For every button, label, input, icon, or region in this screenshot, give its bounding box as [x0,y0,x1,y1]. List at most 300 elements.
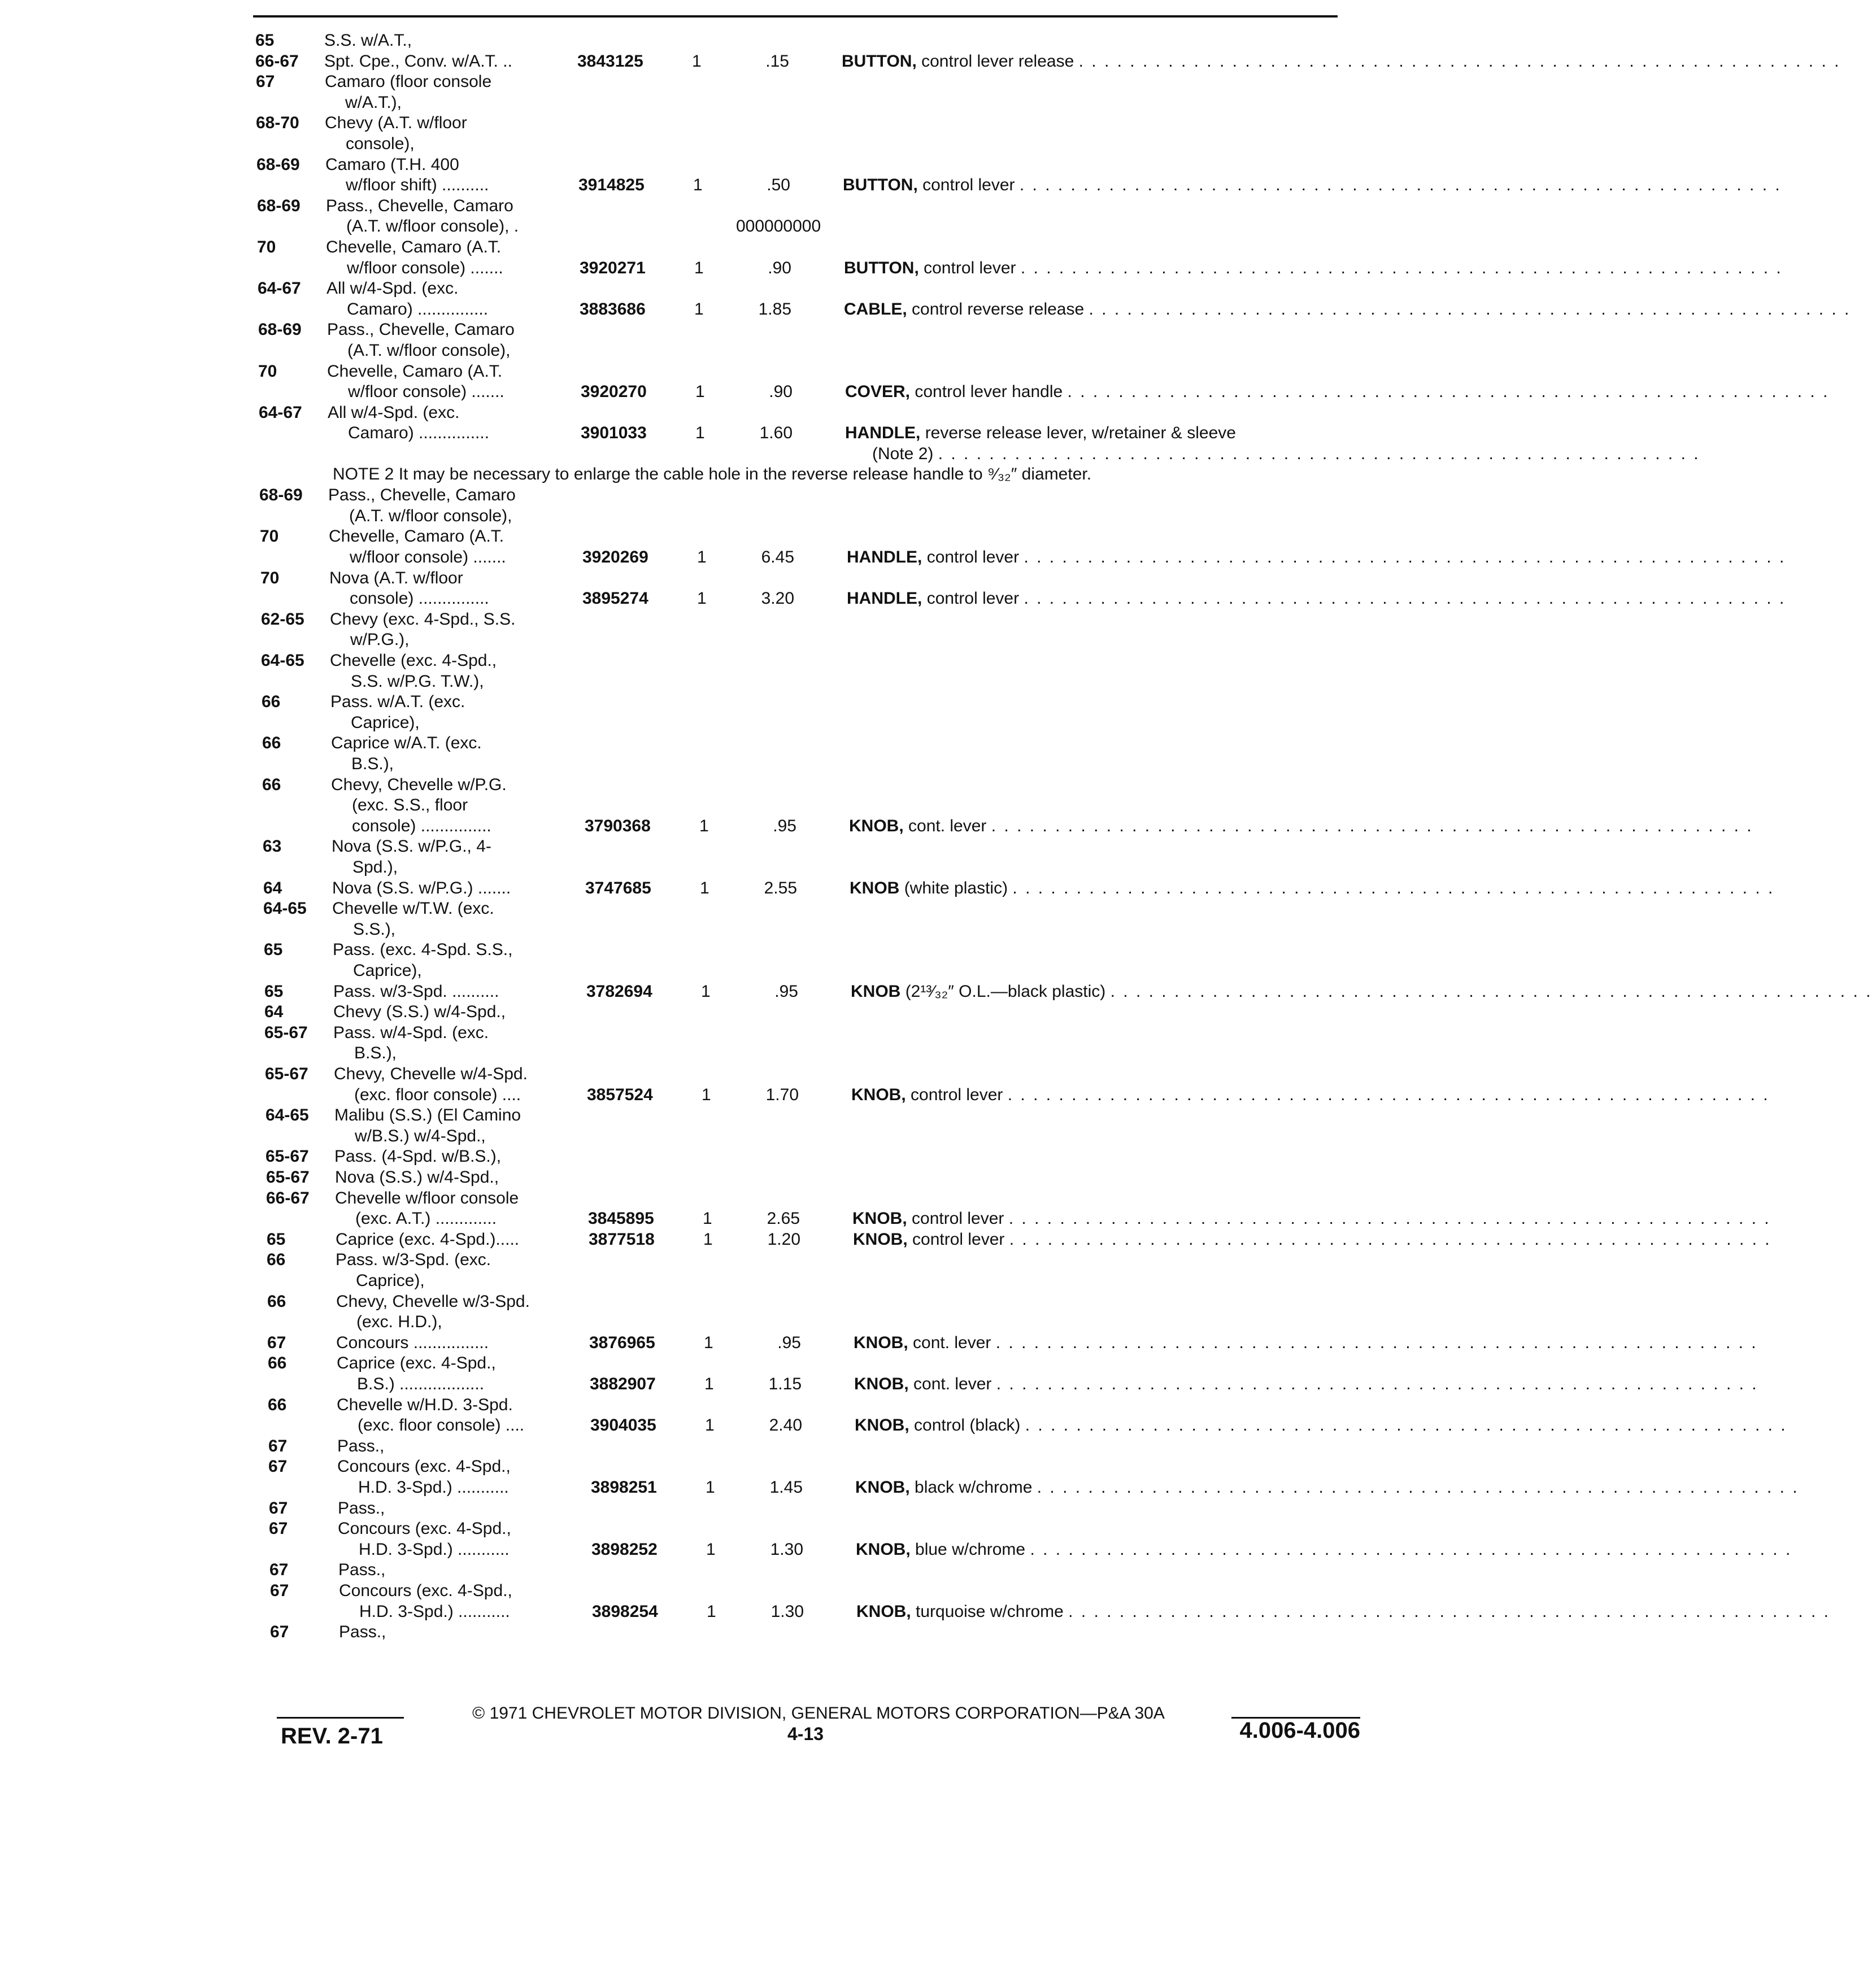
table-row [265,1043,1338,1063]
application: Chevelle, Camaro (A.T. [327,362,503,381]
table-row [268,1436,1338,1457]
application: Pass. (exc. 4-Spd. S.S., [333,940,513,959]
part-number: 3877518 [589,1230,655,1249]
table-row [269,1540,1792,1560]
table-row [259,444,1700,464]
description [851,1085,1770,1105]
table-row [263,795,1338,816]
model-years: 67 [268,1457,288,1476]
model-years: 66 [267,1250,286,1269]
description [845,423,1338,443]
table-row [263,878,1775,899]
leader-dots: . . . . . . . . . . . . . . . . . . . . . . . . . . . . . . . . . . . . . . . . . . . . . . . . . . . . . . . . . . . . [1030,1540,1792,1559]
leader-dots: . . . . . . . . . . . . . . . . . . . . . . . . . . . . . . . . . . . . . . . . . . . . . . . . . . . . . . . . . . . . [1025,1416,1787,1435]
quantity: 1 [694,259,704,277]
application: Pass. w/4-Spd. (exc. [333,1023,489,1042]
page-number: 4-13 [787,1724,824,1744]
quantity: 1 [694,300,704,319]
table-row [269,1498,1338,1519]
application: Camaro) ............... [348,424,490,442]
quantity: 1 [704,1375,714,1393]
table-row [267,1250,1338,1270]
application: Chevelle w/floor console [335,1189,519,1207]
application: Pass., [337,1437,385,1455]
table-row [264,1023,1338,1043]
price: 2.55 [764,879,797,897]
model-years: 66-67 [255,52,299,71]
leader-dots: . . . . . . . . . . . . . . . . . . . . . . . . . . . . . . . . . . . . . . . . . . . . . . . . . . . . . . . . . . . . [1007,1085,1770,1104]
item-name: BUTTON, [842,52,917,71]
leader-dots: . . . . . . . . . . . . . . . . . . . . . . . . . . . . . . . . . . . . . . . . . . . . . . . . . . . . . . . . . . . . [1020,259,1783,277]
quantity: 1 [703,1209,712,1228]
part-number: 3782694 [586,982,652,1001]
table-row [262,672,1338,692]
table-row [256,72,1338,92]
item-detail: control lever [922,176,1015,194]
price: .90 [769,382,793,401]
table-row [255,30,1338,51]
application: Pass. w/3-Spd. .......... [333,982,499,1001]
model-years: 70 [257,238,276,256]
application: Chevelle, Camaro (A.T. [329,527,504,546]
part-number: 3895274 [582,589,648,608]
model-years: 68-69 [257,197,301,215]
model-years: 67 [270,1623,289,1641]
table-row [262,754,1338,774]
application: Chevy (exc. 4-Spd., S.S. [330,610,516,629]
item-detail: control lever [912,1230,1005,1249]
part-number: 3845895 [588,1209,654,1228]
application: w/floor console) ....... [348,382,504,401]
part-number: 3843125 [577,52,643,71]
item-detail: (Note 2) [872,444,934,463]
item-name: BUTTON, [843,176,918,194]
model-years: 66 [262,775,281,794]
quantity: 1 [692,52,702,71]
table-row [263,899,1338,919]
description [844,299,1851,320]
model-years: 65 [255,31,275,50]
application: Nova (S.S.) w/4-Spd., [335,1168,499,1187]
part-number: 3904035 [590,1416,656,1435]
application: (A.T. w/floor console), [349,507,512,525]
application: console), [346,134,415,153]
quantity: 1 [707,1602,716,1621]
table-row [263,857,1338,878]
item-name: KNOB, [851,1085,906,1104]
item-detail: control lever [912,1209,1004,1228]
table-row [260,506,1338,526]
part-number: 3857524 [587,1085,653,1104]
part-number: 3920270 [581,382,647,401]
quantity: 1 [699,817,709,835]
application: Pass., Chevelle, Camaro [328,486,516,504]
table-row [265,1126,1338,1146]
application: S.S. w/P.G. T.W.), [351,672,484,691]
table-row [261,630,1338,650]
price: .90 [768,259,791,277]
quantity: 1 [695,424,705,442]
table-row [261,609,1338,630]
application: Caprice), [353,961,422,980]
table-row [260,547,1786,568]
table-row [267,1333,1758,1353]
table-row [269,1519,1338,1539]
application: Pass. w/A.T. (exc. [330,692,465,711]
item-detail: control lever [926,589,1020,608]
table-row [262,733,1338,753]
application: (exc. A.T.) ............. [355,1209,497,1228]
application: console) ............... [350,589,489,608]
revision-label: REV. 2-71 [281,1724,383,1749]
model-years: 68-70 [256,114,299,132]
price: 3.20 [761,589,794,608]
table-row [264,982,1872,1002]
model-years: 64-67 [258,279,301,298]
table-row [258,320,1338,340]
quantity: 1 [706,1478,715,1497]
application: Chevelle w/H.D. 3-Spd. [337,1396,513,1414]
model-years: 66 [262,734,281,752]
leader-dots: . . . . . . . . . . . . . . . . . . . . . . . . . . . . . . . . . . . . . . . . . . . . . . . . . . . . . . . . . . . . [1008,1209,1771,1228]
model-years: 67 [269,1499,288,1518]
application: Caprice (exc. 4-Spd., [337,1354,496,1372]
model-years: 65 [267,1230,286,1249]
table-row [268,1353,1338,1374]
model-years: 67 [267,1333,286,1352]
application: w/floor console) ....... [350,548,506,566]
price: 1.60 [759,424,793,442]
quantity: 1 [693,176,703,194]
application: Camaro (T.H. 400 [325,155,459,174]
quantity: 1 [702,1085,711,1104]
model-years: 67 [269,1560,289,1579]
application: B.S.) .................. [357,1375,485,1393]
item-name: KNOB, [855,1416,909,1435]
application: (exc. floor console) .... [354,1085,521,1104]
table-row [267,1230,1771,1250]
application: Malibu (S.S.) (El Camino [334,1106,521,1124]
model-years: 65-67 [266,1168,310,1187]
model-years: 70 [260,569,280,587]
model-years: 66 [267,1292,286,1311]
item-detail: control reverse release [912,300,1085,319]
model-years: 64-65 [263,899,307,918]
application: Caprice (exc. 4-Spd.)..... [336,1230,520,1249]
application: w/floor console) ....... [347,259,503,277]
application: (A.T. w/floor console), [347,341,511,360]
model-years: 70 [260,527,279,546]
price: .15 [765,52,789,71]
description [855,1415,1787,1436]
description [843,175,1782,195]
application: Caprice), [356,1271,425,1290]
table-row [260,588,1786,609]
part-number: 3914825 [578,176,645,194]
description-continued [872,444,1700,464]
table-row [259,423,1338,443]
model-years: 70 [258,362,277,381]
model-years: 64-65 [265,1106,309,1124]
application: w/B.S.) w/4-Spd., [355,1127,486,1145]
description [847,588,1786,609]
item-detail: control (black) [914,1416,1021,1435]
application: w/floor shift) .......... [346,176,489,194]
leader-dots: . . . . . . . . . . . . . . . . . . . . . . . . . . . . . . . . . . . . . . . . . . . . . . . . . . . . . . . . . . . . [1024,589,1786,608]
application: Pass. w/3-Spd. (exc. [336,1250,491,1269]
description [845,382,1830,402]
model-years: 64 [263,879,282,897]
price: .50 [767,176,790,194]
price: 6.45 [761,548,794,566]
footnote: NOTE 2 It may be necessary to enlarge the cable hole in the reverse release handle to ⁹⁄₃₂″ diameter. [333,465,1092,483]
quantity: 1 [706,1540,716,1559]
copyright-line: © 1971 CHEVROLET MOTOR DIVISION, GENERAL MOTORS CORPORATION—P&A 30A [472,1704,1165,1723]
part-number: 3790368 [585,817,651,835]
item-name: KNOB, [854,1333,908,1352]
application: Concours (exc. 4-Spd., [337,1457,511,1476]
table-row [267,1271,1338,1291]
item-detail: cont. lever [913,1375,992,1393]
leader-dots: . . . . . . . . . . . . . . . . . . . . . . . . . . . . . . . . . . . . . . . . . . . . . . . . . . . . . . . . . . . . [1089,300,1851,319]
application: Chevelle (exc. 4-Spd., [330,651,497,670]
quantity: 1 [701,982,711,1001]
application: H.D. 3-Spd.) ........... [359,1602,510,1621]
description [854,1333,1758,1353]
part-number: 3901033 [581,424,647,442]
price: 1.70 [765,1085,799,1104]
table-row [265,1146,1338,1167]
model-years: 67 [268,1437,288,1455]
quantity: 1 [703,1230,713,1249]
application: S.S. w/A.T., [324,31,412,50]
price: .95 [777,1333,801,1352]
item-name: BUTTON, [844,259,919,277]
table-row [270,1581,1338,1601]
item-detail: reverse release lever, w/retainer & sleeve [925,424,1236,442]
table-row [262,692,1338,712]
leader-dots: . . . . . . . . . . . . . . . . . . . . . . . . . . . . . . . . . . . . . . . . . . . . . . . . . . . . . . . . . . . . [1009,1230,1771,1249]
table-row [257,216,1338,237]
model-years: 64 [264,1002,284,1021]
model-years: 65 [264,940,283,959]
table-row [258,258,1783,278]
table-row [259,485,1338,505]
table-row [266,1188,1338,1209]
quantity: 1 [697,589,707,608]
table-row [269,1477,1799,1498]
leader-dots: . . . . . . . . . . . . . . . . . . . . . . . . . . . . . . . . . . . . . . . . . . . . . . . . . . . . . . . . . . . . [1037,1478,1799,1497]
application: (exc. H.D.), [356,1313,442,1331]
table-row [267,1312,1338,1332]
application: Chevy (A.T. w/floor [325,114,467,132]
application: Camaro) ............... [347,300,489,319]
model-years: 66 [268,1396,287,1414]
section-number: 4.006-4.006 [1239,1718,1360,1743]
item-name: CABLE, [844,300,907,319]
model-years: 67 [270,1581,289,1600]
item-detail: control lever [926,548,1020,566]
price: 2.65 [767,1209,800,1228]
table-row [256,175,1782,195]
description [847,547,1786,568]
table-row [267,1292,1338,1312]
table-row [258,341,1338,361]
table-row [269,1560,1338,1580]
item-detail: cont. lever [908,817,987,835]
application: Chevelle w/T.W. (exc. [332,899,494,918]
item-name: KNOB, [852,1209,907,1228]
table-row [268,1374,1758,1394]
application: Pass., [338,1499,385,1518]
table-row [258,361,1338,382]
description [852,1209,1771,1229]
model-years: 65-67 [265,1147,309,1166]
table-row [260,526,1338,547]
table-row [266,1167,1338,1188]
table-row [262,775,1338,795]
price: 1.20 [767,1230,800,1249]
description [851,982,1872,1002]
description [856,1602,1831,1622]
application: console) ............... [352,817,491,835]
table-row [262,713,1338,733]
leader-dots: . . . . . . . . . . . . . . . . . . . . . . . . . . . . . . . . . . . . . . . . . . . . . . . . . . . . . . . . . . . . [996,1375,1758,1393]
application: All w/4-Spd. (exc. [326,279,459,298]
application: (A.T. w/floor console), . [346,217,519,236]
table-row [256,113,1338,133]
table-row [256,155,1338,175]
description [855,1477,1799,1498]
code-number: 000000000 [736,217,821,236]
table-row [263,816,1753,836]
model-years: 64-65 [261,651,304,670]
part-number: 3882907 [590,1375,656,1393]
model-years: 68-69 [256,155,300,174]
application: Concours (exc. 4-Spd., [338,1519,511,1538]
model-years: 68-69 [258,320,302,339]
quantity: 1 [705,1416,715,1435]
item-detail: blue w/chrome [915,1540,1026,1559]
item-detail: control lever [911,1085,1003,1104]
item-name: KNOB, [856,1602,911,1621]
item-name: KNOB, [854,1375,909,1393]
application: B.S.), [354,1044,397,1062]
application: w/A.T.), [345,93,402,112]
quantity: 1 [695,382,705,401]
application: Pass., Chevelle, Camaro [327,320,515,339]
application: Pass., Chevelle, Camaro [326,197,513,215]
application: S.S.), [353,920,396,939]
description [853,1230,1771,1250]
item-detail: (white plastic) [904,879,1008,897]
leader-dots: . . . . . . . . . . . . . . . . . . . . . . . . . . . . . . . . . . . . . . . . . . . . . . . . . . . . . . . . . . . . [1078,52,1841,71]
model-years: 66 [268,1354,287,1372]
table-row [258,278,1338,299]
part-number: 3920269 [582,548,648,566]
application: Camaro (floor console [325,72,492,91]
application: Pass. (4-Spd. w/B.S.), [334,1147,502,1166]
description [844,258,1783,278]
item-name: KNOB, [849,817,904,835]
part-number: 3920271 [580,259,646,277]
table-row [261,651,1338,671]
item-name: HANDLE, [845,424,921,442]
description [854,1374,1758,1394]
table-row [264,1002,1338,1022]
application: All w/4-Spd. (exc. [328,403,460,422]
price: 2.40 [769,1416,802,1435]
table-row [265,1064,1338,1084]
quantity: 1 [700,879,709,897]
application: Spt. Cpe., Conv. w/A.T. .. [324,52,512,71]
application: Concours (exc. 4-Spd., [339,1581,512,1600]
description [849,816,1753,836]
item-detail: control lever handle [915,382,1063,401]
item-detail: turquoise w/chrome [916,1602,1064,1621]
model-years: 65-67 [264,1023,308,1042]
item-name: HANDLE, [847,589,922,608]
model-years: 65 [264,982,284,1001]
price: 1.45 [769,1478,803,1497]
model-years: 67 [256,72,275,91]
model-years: 68-69 [259,486,303,504]
model-years: 66-67 [266,1189,310,1207]
item-name: KNOB [851,982,901,1001]
model-years: 67 [269,1519,288,1538]
table-row [256,93,1338,113]
table-row [266,1209,1771,1229]
item-detail: black w/chrome [915,1478,1033,1497]
part-number: 3898252 [591,1540,658,1559]
part-number: 3883686 [580,300,646,319]
item-detail: (2¹³⁄₃₂″ O.L.—black plastic) [905,982,1106,1001]
price: 1.15 [768,1375,802,1393]
table-row [258,299,1851,320]
application: H.D. 3-Spd.) ........... [358,1478,509,1497]
leader-dots: . . . . . . . . . . . . . . . . . . . . . . . . . . . . . . . . . . . . . . . . . . . . . . . . . . . . . . . . . . . . [1068,1602,1831,1621]
leader-dots: . . . . . . . . . . . . . . . . . . . . . . . . . . . . . . . . . . . . . . . . . . . . . . . . . . . . . . . . . . . . [1024,548,1786,566]
price: 1.85 [758,300,791,319]
item-name: KNOB [850,879,900,897]
table-row [264,919,1338,940]
item-name: KNOB, [853,1230,908,1249]
application: Caprice), [351,713,420,732]
table-row [265,1105,1338,1126]
table-row [270,1602,1831,1622]
quantity: 1 [697,548,707,566]
application: Nova (S.S. w/P.G., 4- [332,837,491,856]
leader-dots: . . . . . . . . . . . . . . . . . . . . . . . . . . . . . . . . . . . . . . . . . . . . . . . . . . . . . . . . . . . . [1019,176,1782,194]
item-name: KNOB, [855,1478,910,1497]
description [856,1540,1792,1560]
part-number: 3876965 [589,1333,655,1352]
application: Nova (A.T. w/floor [329,569,463,587]
application: Chevy, Chevelle w/4-Spd. [334,1065,528,1083]
item-detail: cont. lever [913,1333,991,1352]
application: H.D. 3-Spd.) ........... [359,1540,510,1559]
application: Chevy (S.S.) w/4-Spd., [333,1002,506,1021]
model-years: 63 [263,837,282,856]
leader-dots: . . . . . . . . . . . . . . . . . . . . . . . . . . . . . . . . . . . . . . . . . . . . . . . . . . . . . . . . . . . . [991,817,1753,835]
price: 1.30 [770,1602,804,1621]
table-row [255,51,1841,72]
item-detail: control lever [924,259,1016,277]
table-row [260,568,1338,588]
table-row [270,1622,1338,1642]
leader-dots: . . . . . . . . . . . . . . . . . . . . . . . . . . . . . . . . . . . . . . . . . . . . . . . . . . . . . . . . . . . . [1067,382,1830,401]
table-row [259,403,1338,423]
